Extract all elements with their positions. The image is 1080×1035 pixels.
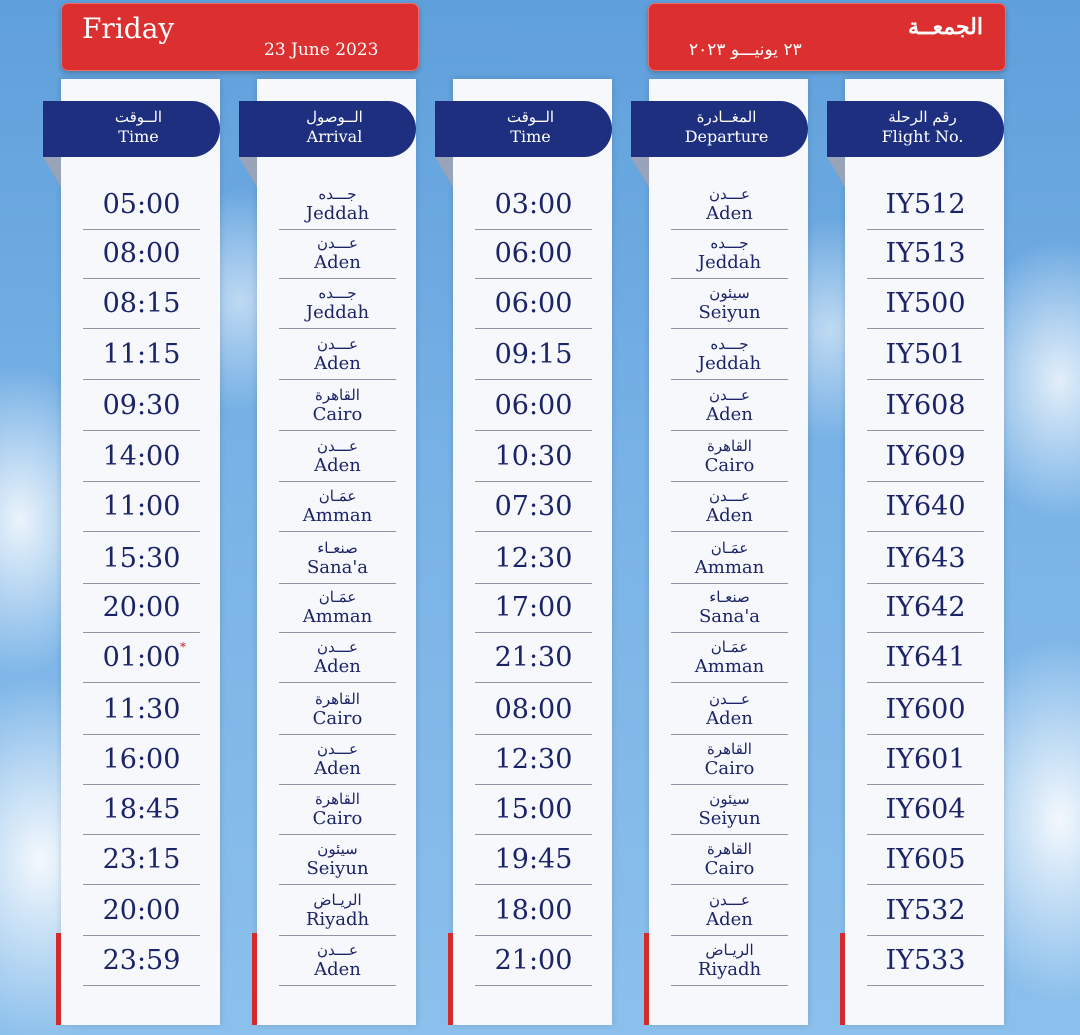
time-cell [83,835,200,885]
time-text: 03:00 [494,189,573,220]
city-name-english: Cairo [704,758,755,779]
next-day-marker: * [180,640,186,654]
header-label-english: Time [118,127,159,146]
time-cell [83,583,200,633]
city-cell [671,785,788,835]
time-cell [83,886,200,936]
day-name-english: Friday [82,12,175,45]
header-label-english: Time [510,127,551,146]
city-cell [279,785,396,835]
city-name-arabic: القاهرة [315,690,360,708]
time-text: 08:00 [494,694,573,725]
city-name-english: Sana'a [698,606,761,627]
time-text: 16:00 [102,744,181,775]
city-name-arabic: القاهرة [707,740,752,758]
time-text: 20:00 [102,592,181,623]
flight-number [867,381,984,431]
column-header-departure [631,101,808,157]
time-text: 17:00 [494,592,573,623]
flight-number-text: IY642 [885,592,966,623]
city-name-arabic: عمَـان [318,588,357,606]
time-cell [83,180,200,230]
city-name-english: Aden [314,758,361,779]
city-name-arabic: عـــدن [708,891,751,909]
time-text: 15:30 [102,543,181,574]
flight-number [867,330,984,380]
time-cell [475,735,592,785]
city-name-arabic: سيئون [709,284,750,302]
city-cell [671,534,788,584]
city-name-arabic: عـــدن [316,740,359,758]
time-cell [83,381,200,431]
date-banner-arabic [648,3,1006,71]
city-cell [279,735,396,785]
time-cell [475,835,592,885]
city-name-english: Jeddah [697,252,762,273]
time-cell [475,886,592,936]
city-name-arabic: سيئون [709,790,750,808]
flight-number-text: IY640 [885,491,966,522]
city-cell [671,583,788,633]
city-name-english: Aden [314,455,361,476]
header-fold [435,157,453,187]
city-name-english: Aden [314,353,361,374]
date-arabic: ٢٣ يونيـــو ٢٠٢٣ [689,40,802,60]
city-name-english: Cairo [704,455,755,476]
city-name-arabic: عـــدن [708,185,751,203]
city-cell [671,381,788,431]
time-cell [475,482,592,532]
time-text: 20:00 [102,895,181,926]
city-name-english: Seiyun [698,808,761,829]
city-name-english: Seiyun [306,858,369,879]
city-cell [279,583,396,633]
time-cell [475,936,592,986]
city-cell [671,835,788,885]
city-cell [279,229,396,279]
red-accent-strip [56,933,61,1025]
flight-number [867,633,984,683]
city-name-arabic: جـــده [710,335,749,353]
city-name-english: Jeddah [305,203,370,224]
city-name-arabic: عـــدن [316,234,359,252]
time-text: 12:30 [494,543,573,574]
city-name-arabic: عـــدن [708,386,751,404]
flight-number-text: IY513 [885,238,966,269]
time-cell [83,785,200,835]
time-text: 23:59 [102,945,181,976]
time-text: 11:30 [102,694,181,725]
flight-number-text: IY605 [885,844,966,875]
header-fold [239,157,257,187]
flight-number [867,835,984,885]
flight-number-text: IY500 [885,288,966,319]
city-name-english: Aden [706,708,753,729]
city-name-arabic: عـــدن [316,941,359,959]
time-cell [475,381,592,431]
flight-number-text: IY641 [885,642,966,673]
time-text: 15:00 [494,794,573,825]
city-name-arabic: القاهرة [707,840,752,858]
city-name-arabic: القاهرة [707,437,752,455]
flight-number-text: IY532 [885,895,966,926]
city-name-english: Aden [314,252,361,273]
city-name-arabic: جـــده [318,284,357,302]
time-text: 09:15 [494,339,573,370]
flight-number-text: IY609 [885,441,966,472]
date-banner-english [61,3,419,71]
city-name-english: Aden [706,404,753,425]
city-cell [279,886,396,936]
city-name-english: Aden [314,656,361,677]
header-label-arabic: رقم الرحلة [888,108,957,126]
time-text: 19:45 [494,844,573,875]
city-name-english: Aden [706,909,753,930]
city-name-english: Riyadh [305,909,370,930]
city-name-english: Amman [694,656,765,677]
flight-number [867,735,984,785]
flight-number [867,583,984,633]
header-label-english: Flight No. [881,127,964,146]
header-fold [43,157,61,187]
column-header-flight [827,101,1004,157]
city-cell [671,633,788,683]
column-header-dep-time [435,101,612,157]
city-name-english: Amman [694,557,765,578]
time-text: 08:00 [102,238,181,269]
red-accent-strip [644,933,649,1025]
time-text: 01:00 [102,642,181,673]
city-name-english: Aden [706,505,753,526]
column-arrival [257,79,416,1025]
city-cell [671,279,788,329]
city-name-english: Sana'a [306,557,369,578]
time-cell [475,229,592,279]
flight-number-text: IY512 [885,189,966,220]
time-cell [475,180,592,230]
time-text: 07:30 [494,491,573,522]
city-name-arabic: الريـاض [313,891,362,909]
column-header-arrival [239,101,416,157]
city-cell [671,180,788,230]
city-name-arabic: صنعـاء [317,539,358,557]
city-cell [279,279,396,329]
time-cell [83,936,200,986]
time-text: 11:15 [102,339,181,370]
time-text: 11:00 [102,491,181,522]
column-departure [649,79,808,1025]
red-accent-strip [252,933,257,1025]
time-text: 21:30 [494,642,573,673]
city-name-english: Cairo [312,708,363,729]
column-flight [845,79,1004,1025]
city-name-english: Aden [706,203,753,224]
city-name-english: Cairo [312,808,363,829]
column-arr-time [61,79,220,1025]
time-text: 21:00 [494,945,573,976]
city-name-arabic: عمَـان [318,487,357,505]
time-cell [83,279,200,329]
flight-number-text: IY604 [885,794,966,825]
flight-number [867,936,984,986]
city-name-arabic: عـــدن [316,437,359,455]
header-label-english: Departure [684,127,769,146]
time-cell [475,583,592,633]
date-english: 23 June 2023 [264,40,379,60]
flight-number [867,229,984,279]
city-name-arabic: سيئون [317,840,358,858]
flight-number [867,785,984,835]
time-text: 06:00 [494,288,573,319]
time-cell [475,633,592,683]
header-fold [631,157,649,187]
red-accent-strip [840,933,845,1025]
city-cell [279,180,396,230]
city-name-english: Aden [314,959,361,980]
header-label-english: Arrival [306,127,363,146]
city-name-english: Jeddah [697,353,762,374]
city-cell [279,685,396,735]
city-cell [279,381,396,431]
header-label-arabic: الــوقت [506,108,555,126]
time-text: 18:00 [494,895,573,926]
header-label-arabic: المغــادرة [696,108,757,126]
city-name-arabic: الريـاض [705,941,754,959]
city-name-english: Amman [302,505,373,526]
column-header-arr-time [43,101,220,157]
time-cell [83,685,200,735]
time-cell [83,330,200,380]
city-name-english: Seiyun [698,302,761,323]
city-name-arabic: جـــده [710,234,749,252]
time-text: 18:45 [102,794,181,825]
city-cell [279,633,396,683]
time-text: 23:15 [102,844,181,875]
time-text: 06:00 [494,390,573,421]
flight-number-text: IY533 [885,945,966,976]
header-label-arabic: الــوصول [306,108,363,126]
city-name-english: Cairo [704,858,755,879]
flight-number [867,685,984,735]
flight-number [867,886,984,936]
time-cell [475,785,592,835]
time-cell [475,685,592,735]
city-name-english: Jeddah [305,302,370,323]
flight-number [867,432,984,482]
city-cell [279,936,396,986]
flight-number [867,279,984,329]
city-name-arabic: جـــده [318,185,357,203]
flight-number-text: IY608 [885,390,966,421]
city-name-arabic: صنعـاء [709,588,750,606]
header-fold [827,157,845,187]
flight-number [867,180,984,230]
time-text: 14:00 [102,441,181,472]
city-cell [279,330,396,380]
city-cell [279,534,396,584]
city-cell [279,432,396,482]
city-cell [671,886,788,936]
time-cell [475,279,592,329]
city-name-arabic: عـــدن [316,335,359,353]
time-cell [475,330,592,380]
time-text: 06:00 [494,238,573,269]
city-cell [279,835,396,885]
city-name-arabic: القاهرة [315,790,360,808]
city-cell [671,936,788,986]
city-name-arabic: عـــدن [708,690,751,708]
flight-number [867,482,984,532]
city-name-arabic: عمَـان [710,638,749,656]
time-cell [475,534,592,584]
city-cell [671,735,788,785]
time-cell [83,534,200,584]
time-cell [83,432,200,482]
flight-number-text: IY643 [885,543,966,574]
flight-number-text: IY600 [885,694,966,725]
city-cell [671,432,788,482]
flight-number-text: IY501 [885,339,966,370]
city-cell [671,685,788,735]
city-name-arabic: عمَـان [710,539,749,557]
day-name-arabic: الجمعــة [907,14,983,40]
city-name-arabic: القاهرة [315,386,360,404]
flight-number [867,534,984,584]
time-cell [83,482,200,532]
city-cell [671,482,788,532]
city-name-arabic: عـــدن [708,487,751,505]
header-label-arabic: الــوقت [114,108,163,126]
time-text: 09:30 [102,390,181,421]
city-name-english: Cairo [312,404,363,425]
city-name-arabic: عـــدن [316,638,359,656]
city-cell [671,330,788,380]
flight-number-text: IY601 [885,744,966,775]
city-name-english: Amman [302,606,373,627]
red-accent-strip [448,933,453,1025]
time-cell [83,735,200,785]
column-dep-time [453,79,612,1025]
time-cell [475,432,592,482]
time-text: 08:15 [102,288,181,319]
time-text: 12:30 [494,744,573,775]
city-cell [279,482,396,532]
time-text: 10:30 [494,441,573,472]
city-cell [671,229,788,279]
city-name-english: Riyadh [697,959,762,980]
time-text: 05:00 [102,189,181,220]
time-cell [83,633,200,683]
time-cell [83,229,200,279]
